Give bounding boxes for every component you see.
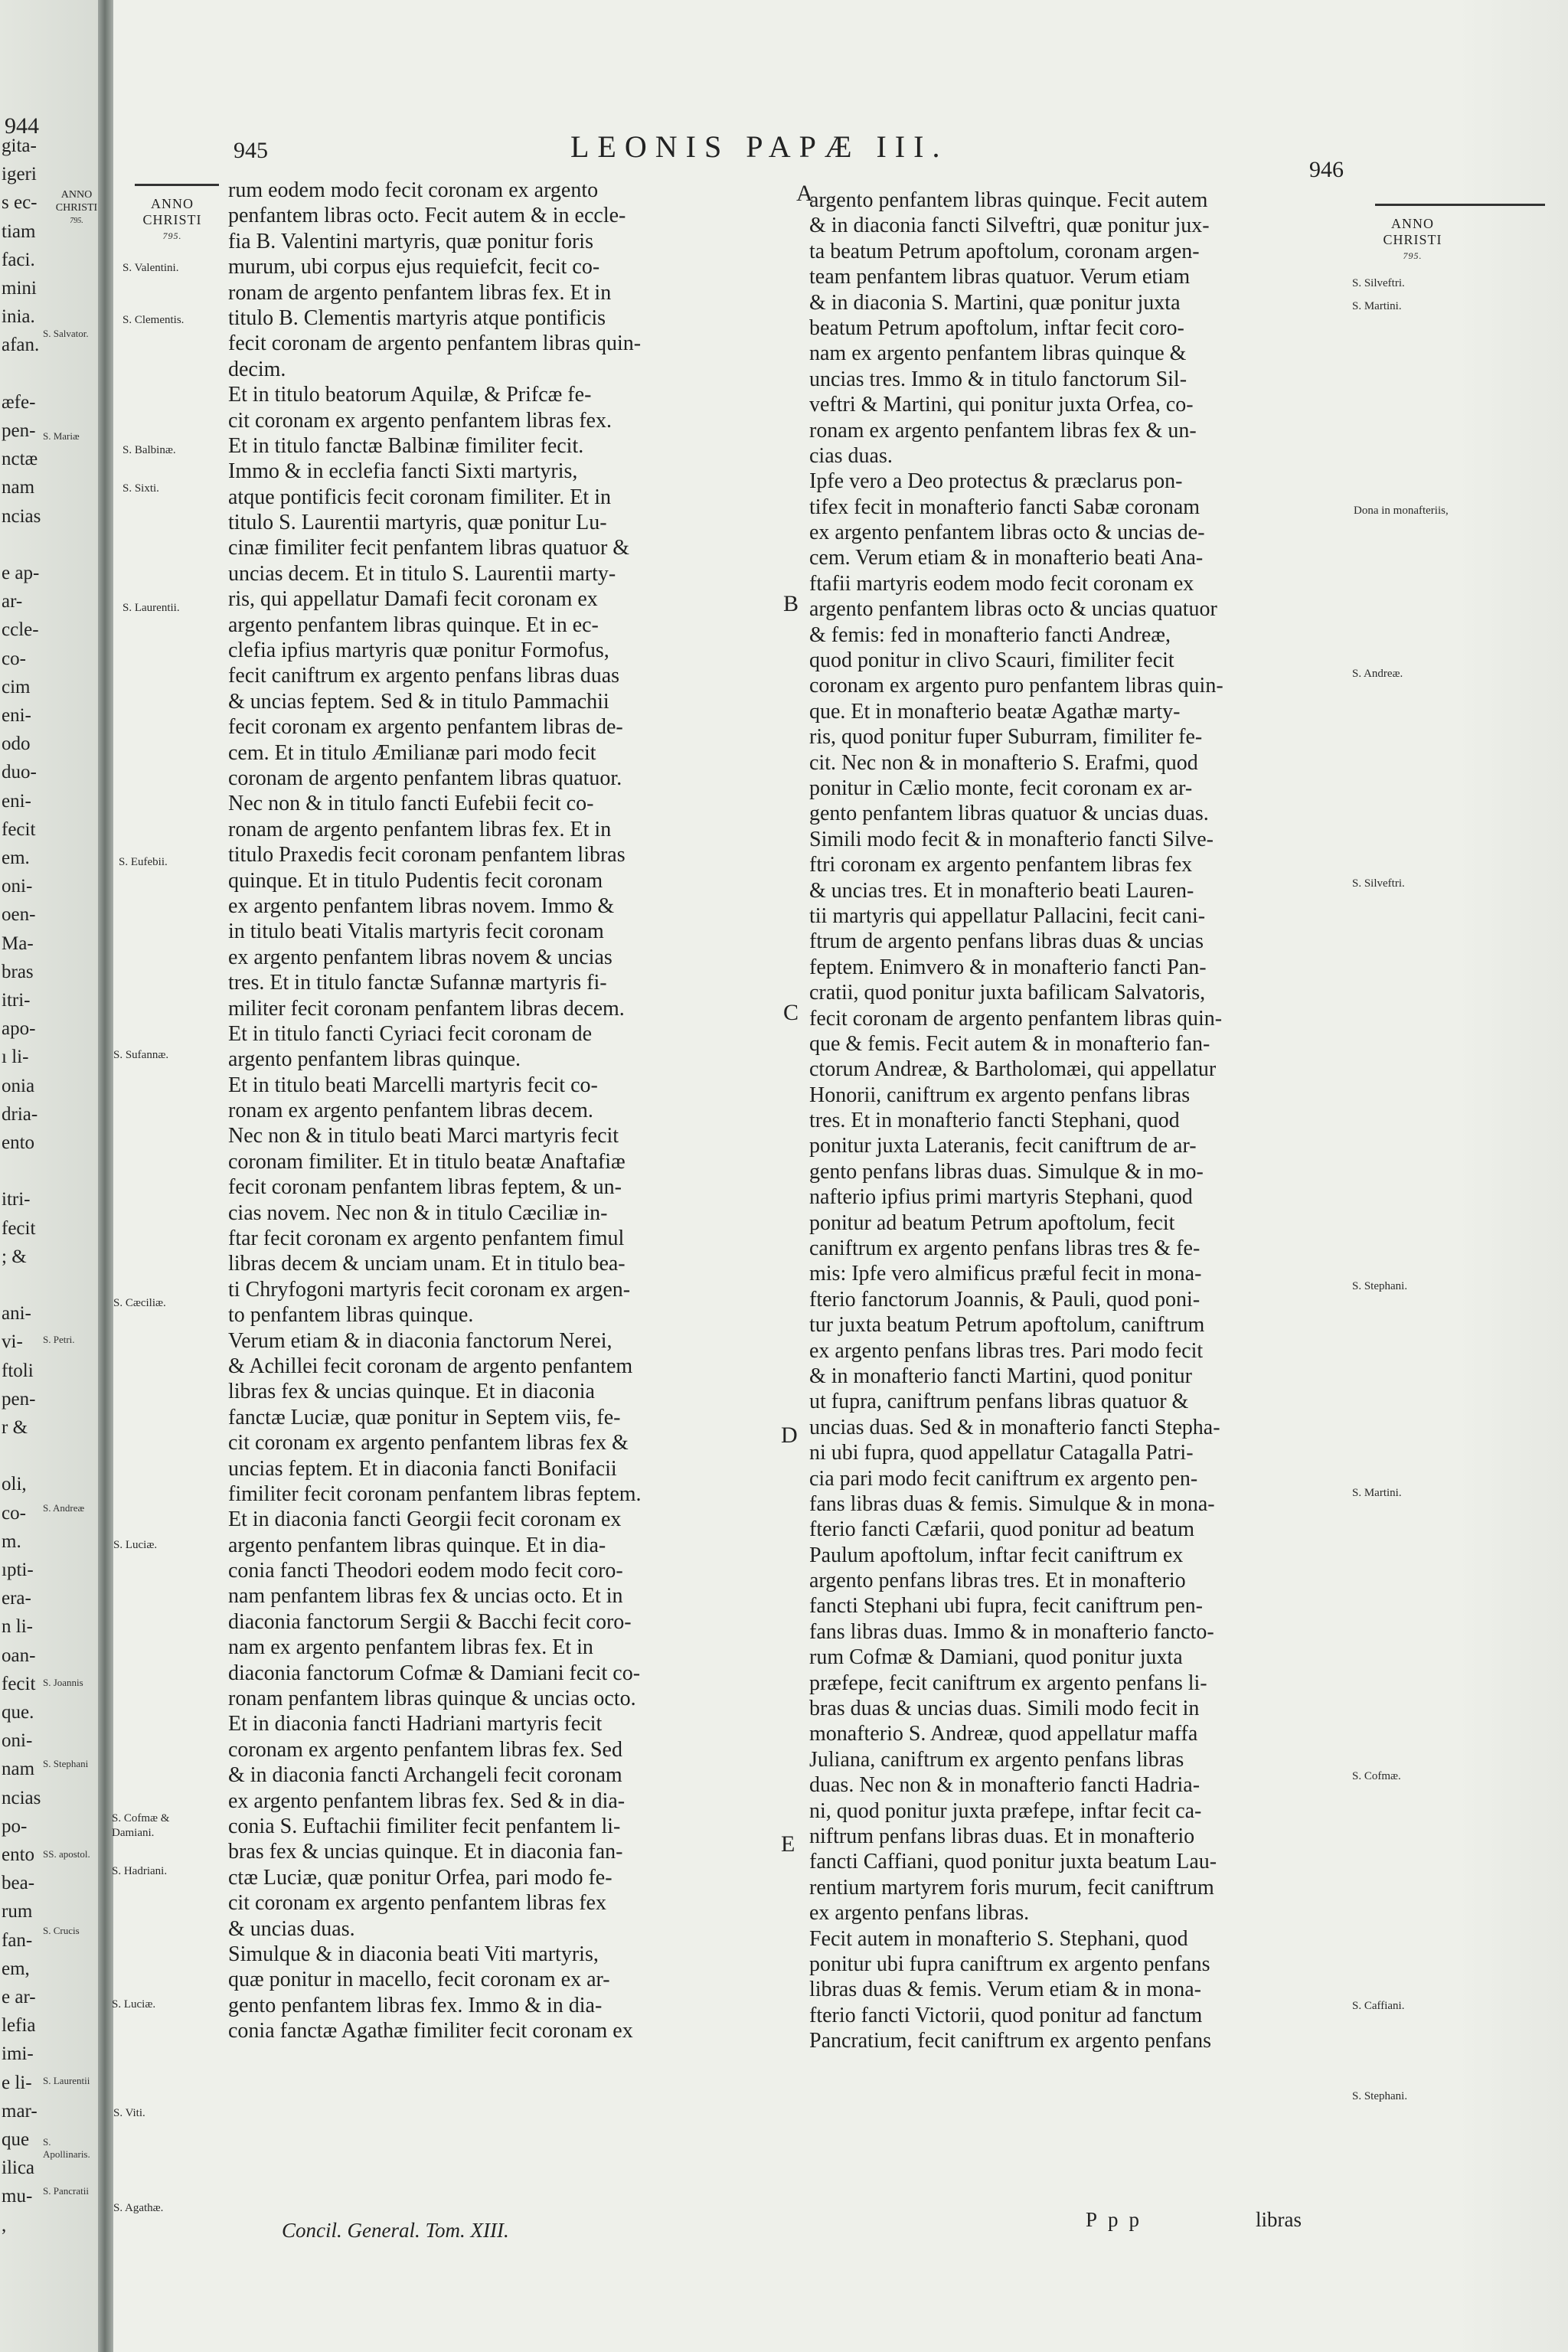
- text-line: Et in titulo beati Marcelli martyris fecit co-: [228, 1073, 598, 1097]
- text-line: ctæ Luciæ, quæ ponitur Orfea, pari modo fe-: [228, 1865, 612, 1890]
- text-line: libras duas & femis. Verum etiam & in mona-: [809, 1978, 1201, 2002]
- gutter-letter-e: E: [781, 1831, 795, 1857]
- text-line: bras fex & uncias quinque. Et in diaconia fan-: [228, 1840, 623, 1864]
- margin-note: S. Agathæ.: [113, 2202, 164, 2214]
- text-line: beatum Petrum apoftolum, inftar fecit coro-: [809, 315, 1184, 340]
- text-line: coronam ex argento penfantem libras fex. Sed: [228, 1737, 622, 1762]
- text-line: Nec non & in titulo fancti Eufebii fecit co-: [228, 792, 594, 816]
- previous-page-fragment: apo-: [2, 1018, 36, 1040]
- text-line: argento penfantem libras quinque. Et in dia-: [228, 1533, 606, 1557]
- text-line: tres. Et in titulo fanctæ Sufannæ martyris fi-: [228, 971, 607, 995]
- text-line: que & femis. Fecit autem & in monafterio fan-: [809, 1031, 1210, 1056]
- previous-page-fragment: lefia: [2, 2015, 36, 2037]
- book-spine: [98, 0, 113, 2352]
- previous-page-fragment: e li-: [2, 2072, 32, 2093]
- text-line: rentium martyrem foris murum, fecit caniftrum: [809, 1875, 1214, 1900]
- previous-page-fragment: æfe-: [2, 391, 36, 413]
- margin-note: S. Laurentii.: [122, 602, 180, 614]
- text-line: Paulum apoftolum, inftar fecit caniftrum ex: [809, 1543, 1184, 1567]
- text-line: & uncias duas.: [228, 1916, 355, 1941]
- previous-page-fragment: duo-: [2, 762, 37, 783]
- text-line: cem. Verum etiam & in monafterio beati Ana-: [809, 546, 1204, 570]
- previous-page-fragment: oni-: [2, 1730, 33, 1752]
- text-line: fans libras duas & femis. Simulque & in mona-: [809, 1491, 1215, 1516]
- previous-page-fragment: n li-: [2, 1616, 33, 1638]
- text-line: Et in diaconia fancti Hadriani martyris fecit: [228, 1712, 603, 1736]
- anno-year: 795.: [1403, 250, 1423, 261]
- text-line: ex argento penfantem libras fex. Sed & in dia-: [228, 1788, 626, 1813]
- text-line: Pancratium, fecit caniftrum ex argento penfans: [809, 2029, 1212, 2053]
- text-line: gento penfantem libras quatuor & uncias duas.: [809, 802, 1209, 826]
- text-line: Immo & in ecclefia fancti Sixti martyris,: [228, 459, 578, 484]
- previous-page-fragment: em.: [2, 848, 30, 868]
- previous-page-fragment: em,: [2, 1958, 30, 1979]
- text-line: Simili modo fecit & in monafterio fancti Silve-: [809, 827, 1214, 851]
- margin-note: S. Luciæ.: [113, 1539, 158, 1551]
- previous-page-fragment: oli,: [2, 1474, 27, 1495]
- previous-page-fragment: nam: [2, 477, 35, 498]
- text-line: ris, quod ponitur fuper Suburram, fimiliter fe-: [809, 725, 1203, 750]
- text-line: uncias tres. Immo & in titulo fanctorum Sil-: [809, 367, 1187, 391]
- previous-page-fragment: igeri: [2, 164, 37, 185]
- text-line: duas. Nec non & in monafterio fancti Hadria-: [809, 1773, 1200, 1798]
- previous-page-fragment: imi-: [2, 2043, 34, 2065]
- left-text-column: [228, 178, 779, 2044]
- previous-page-fragment: itri-: [2, 1189, 31, 1210]
- text-line: Et in diaconia fancti Georgii fecit coronam ex: [228, 1508, 622, 1532]
- margin-note: S. Sixti.: [122, 482, 159, 495]
- previous-page-fragment: po-: [2, 1815, 28, 1837]
- text-line: Honorii, caniftrum ex argento penfans libras: [809, 1083, 1191, 1107]
- text-line: cit coronam ex argento penfantem libras fex &: [228, 1431, 629, 1455]
- text-line: caniftrum ex argento penfans libras tres & fe-: [809, 1236, 1200, 1261]
- previous-page-fragment: e ap-: [2, 563, 40, 583]
- previous-page-fragment: ıpti-: [2, 1560, 34, 1580]
- text-line: & in diaconia fancti Archangeli fecit coronam: [228, 1763, 622, 1788]
- margin-note: S. Balbinæ.: [122, 444, 176, 456]
- previous-page-fragment: nctæ: [2, 449, 38, 470]
- text-line: Fecit autem in monafterio S. Stephani, quod: [809, 1926, 1188, 1951]
- previous-page-margin-note: S. Petri.: [43, 1334, 75, 1345]
- previous-page-fragment: r &: [2, 1417, 28, 1438]
- anno-word: ANNO: [1391, 216, 1434, 231]
- text-line: cratii, quod ponitur juxta bafilicam Salvatoris,: [809, 981, 1206, 1005]
- margin-note: S. Stephani.: [1352, 1280, 1408, 1292]
- text-line: ex argento penfantem libras novem & uncias: [228, 945, 612, 969]
- text-line: team penfantem libras quatuor. Verum etiam: [809, 265, 1191, 289]
- previous-page-margin-note: S. Mariæ: [43, 430, 80, 442]
- text-line: fterio fancti Cæfarii, quod ponitur ad beatum: [809, 1517, 1195, 1542]
- margin-note: S. Hadriani.: [112, 1865, 168, 1877]
- text-line: veftri & Martini, qui ponitur juxta Orfea, co-: [809, 393, 1194, 417]
- text-line: fecit caniftrum ex argento penfans libras duas: [228, 664, 620, 688]
- previous-page-fragment: fecit: [2, 1217, 36, 1239]
- text-line: Simulque & in diaconia beati Viti martyris,: [228, 1942, 599, 1966]
- previous-page-fragment: bras: [2, 961, 34, 982]
- previous-page-fragment: cim: [2, 676, 31, 697]
- text-line: cia pari modo fecit caniftrum ex argento pen-: [809, 1466, 1198, 1491]
- previous-page-fragment: eni-: [2, 705, 31, 726]
- previous-page-fragment: ; &: [2, 1246, 27, 1267]
- previous-page-fragment: m.: [2, 1530, 21, 1552]
- gutter-letter-a: A: [796, 181, 813, 206]
- text-line: ponitur in Cælio monte, fecit coronam ex ar-: [809, 776, 1193, 800]
- previous-page-fragment: ftoli: [2, 1360, 34, 1381]
- text-line: nam penfantem libras fex & uncias octo. Et in: [228, 1584, 623, 1609]
- text-line: fanctæ Luciæ, quæ ponitur in Septem viis, fe-: [228, 1405, 621, 1429]
- previous-page-margin-note: S. Crucis: [43, 1925, 80, 1936]
- text-line: diaconia fanctorum Cofmæ & Damiani fecit co-: [228, 1661, 641, 1685]
- text-line: ponitur ad beatum Petrum apoftolum, fecit: [809, 1210, 1175, 1235]
- previous-page-fragment: ccle-: [2, 619, 39, 641]
- previous-page-fragment: ani-: [2, 1303, 31, 1325]
- text-line: fia B. Valentini martyris, quæ ponitur foris: [228, 229, 593, 253]
- left-margin-rule: [135, 184, 219, 186]
- right-page-number: 946: [1309, 157, 1344, 182]
- text-line: ronam de argento penfantem libras fex. Et in: [228, 280, 612, 305]
- text-line: & in monafterio fancti Martini, quod ponitur: [809, 1364, 1193, 1388]
- previous-page-fragment: dria-: [2, 1103, 38, 1125]
- text-line: atque pontificis fecit coronam fimiliter. Et in: [228, 485, 611, 509]
- previous-page-margin-note: S. Andreæ: [43, 1502, 85, 1514]
- text-line: argento penfantem libras quinque. Et in ec-: [228, 612, 599, 637]
- margin-note: S. Sufannæ.: [113, 1049, 169, 1061]
- text-line: ex argento penfans libras.: [809, 1901, 1030, 1926]
- previous-page-fragment: Ma-: [2, 933, 34, 954]
- text-line: conia S. Euftachii fimiliter fecit penfantem li-: [228, 1815, 621, 1838]
- previous-page-anno: [54, 188, 98, 227]
- previous-page-fragment: gita-: [2, 136, 37, 156]
- text-line: rum Cofmæ & Damiani, quod ponitur juxta: [809, 1645, 1183, 1670]
- previous-page-fragment: fecit: [2, 818, 36, 840]
- margin-note: S. Cæciliæ.: [113, 1297, 166, 1309]
- text-line: penfantem libras octo. Fecit autem & in eccle-: [228, 204, 626, 228]
- text-line: & in diaconia fancti Silveftri, quæ ponitur jux-: [809, 214, 1210, 238]
- text-line: fterio fancti Victorii, quod ponitur ad fanctum: [809, 2003, 1203, 2027]
- text-line: ex argento penfantem libras octo & uncias de-: [809, 521, 1205, 545]
- previous-page-fragment: s ec-: [2, 192, 38, 214]
- text-line: rum eodem modo fecit coronam ex argento: [228, 178, 599, 202]
- christi-word: CHRISTI: [55, 202, 98, 214]
- text-line: ni, quod ponitur juxta præfepe, inftar fecit ca-: [809, 1798, 1202, 1823]
- text-line: Et in titulo beatorum Aquilæ, & Prifcæ fe-: [228, 383, 592, 407]
- text-line: & femis: fed in monafterio fancti Andreæ,: [809, 622, 1171, 647]
- previous-page-fragment: tiam: [2, 220, 36, 242]
- text-line: & in diaconia S. Martini, quæ ponitur juxta: [809, 290, 1181, 315]
- text-line: gento penfantem libras fex. Immo & in dia-: [228, 1993, 603, 2017]
- text-line: uncias feptem. Et in diaconia fancti Bonifacii: [228, 1456, 617, 1481]
- text-line: titulo S. Laurentii martyris, quæ ponitur Lu-: [228, 511, 607, 535]
- previous-page-fragment: ncias: [2, 505, 41, 527]
- text-line: ut fupra, caniftrum penfans libras quatuor &: [809, 1390, 1189, 1414]
- previous-page-fragment: oan-: [2, 1645, 36, 1666]
- previous-page-fragment: oen-: [2, 904, 36, 926]
- previous-page-margin-note: S. Salvator.: [43, 328, 89, 339]
- text-line: feptem. Enimvero & in monafterio fancti Pan-: [809, 955, 1207, 979]
- text-line: fancti Stephani ubi fupra, fecit caniftrum pen-: [809, 1594, 1203, 1619]
- previous-page-fragment: ar-: [2, 591, 23, 612]
- catchword: libras: [1256, 2208, 1302, 2231]
- text-line: Et in titulo fanctæ Balbinæ fimiliter fecit.: [228, 433, 584, 458]
- previous-page-number: 944: [5, 113, 39, 139]
- running-title: LEONIS PAPÆ III.: [570, 129, 949, 164]
- margin-note: S. Caffiani.: [1352, 2000, 1405, 2012]
- text-line: libras decem & unciam unam. Et in titulo bea-: [228, 1252, 626, 1276]
- previous-page-fragment: ncias: [2, 1787, 41, 1808]
- margin-note: S. Cofmæ & Damiani.: [112, 1812, 170, 1839]
- text-line: argento penfantem libras quinque.: [228, 1047, 521, 1072]
- left-anno-christi: [130, 196, 214, 244]
- text-line: tur juxta beatum Petrum apoftolum, caniftrum: [809, 1313, 1205, 1338]
- text-line: coronam fimiliter. Et in titulo beatæ Anaftafiæ: [228, 1149, 626, 1174]
- text-line: cias duas.: [809, 443, 893, 468]
- text-line: fimiliter fecit coronam penfantem libras feptem.: [228, 1481, 642, 1506]
- text-line: uncias duas. Sed & in monafterio fancti Stepha-: [809, 1415, 1220, 1439]
- previous-page-fragment: fan-: [2, 1929, 33, 1951]
- margin-note: S. Viti.: [113, 2107, 145, 2119]
- previous-page-fragment: era-: [2, 1588, 31, 1609]
- text-line: ti Chryfogoni martyris fecit coronam ex argen-: [228, 1277, 631, 1302]
- text-line: coronam ex argento puro penfantem libras quin-: [809, 674, 1223, 698]
- text-line: murum, ubi corpus ejus requiefcit, fecit co-: [228, 255, 600, 279]
- text-line: decim.: [228, 357, 286, 381]
- gutter-letter-b: B: [783, 591, 799, 616]
- text-line: ronam ex argento penfantem libras fex & un-: [809, 418, 1197, 443]
- right-anno-christi: [1370, 216, 1455, 264]
- margin-note: S. Martini.: [1352, 300, 1402, 312]
- previous-page-fragment: eni-: [2, 790, 31, 812]
- text-line: nafterio ipfius primi martyris Stephani, quod: [809, 1185, 1193, 1210]
- text-line: ronam ex argento penfantem libras decem.: [228, 1099, 593, 1123]
- text-line: in titulo beati Vitalis martyris fecit coronam: [228, 920, 604, 944]
- text-line: militer fecit coronam penfantem libras decem.: [228, 996, 625, 1021]
- text-line: Verum etiam & in diaconia fanctorum Nerei,: [228, 1328, 612, 1353]
- previous-page-fragment: odo: [2, 733, 31, 755]
- text-line: libras fex & uncias quinque. Et in diaconia: [228, 1380, 595, 1404]
- text-line: ex argento penfans libras tres. Pari modo fecit: [809, 1338, 1204, 1363]
- previous-page-fragment: vi-: [2, 1331, 23, 1353]
- text-line: ta beatum Petrum apoftolum, coronam argen-: [809, 239, 1200, 263]
- footer-volume-reference: Concil. General. Tom. XIII.: [282, 2219, 509, 2242]
- right-text-column: [809, 188, 1350, 2054]
- previous-page-fragment: onia: [2, 1075, 35, 1096]
- previous-page-fragment: bea-: [2, 1873, 35, 1894]
- text-line: argento penfans libras tres. Et in monafterio: [809, 1569, 1186, 1593]
- text-line: ni ubi fupra, quod appellatur Catagalla Patri-: [809, 1441, 1194, 1465]
- text-line: tifex fecit in monafterio fancti Sabæ coronam: [809, 495, 1200, 519]
- anno-word: ANNO: [151, 196, 194, 211]
- margin-note: S. Valentini.: [122, 262, 179, 274]
- text-line: Juliana, caniftrum ex argento penfans libras: [809, 1747, 1184, 1772]
- previous-page-fragment: rum: [2, 1901, 33, 1922]
- text-line: gento penfans libras duas. Simulque & in mo-: [809, 1159, 1204, 1184]
- margin-note: S. Cofmæ.: [1352, 1770, 1401, 1782]
- text-line: ftri coronam ex argento penfantem libras fex: [809, 853, 1193, 877]
- text-line: monafterio S. Andreæ, quod appellatur maffa: [809, 1722, 1198, 1746]
- previous-page-fragment: pen-: [2, 1388, 36, 1410]
- text-line: Ipfe vero a Deo protectus & præclarus pon-: [809, 469, 1183, 494]
- text-line: cem. Et in titulo Æmilianæ pari modo fecit: [228, 740, 596, 765]
- anno-year: 795.: [162, 230, 182, 241]
- text-line: argento penfantem libras octo & uncias quatuor: [809, 597, 1217, 622]
- previous-page-fragment: co-: [2, 1502, 26, 1524]
- text-line: præfepe, fecit caniftrum ex argento penfans li-: [809, 1671, 1207, 1695]
- text-line: quæ ponitur in macello, fecit coronam ex ar-: [228, 1968, 610, 1992]
- margin-note: S. Eufebii.: [119, 856, 168, 868]
- text-line: conia fanctæ Agathæ fimiliter fecit coronam ex: [228, 2019, 633, 2043]
- gutter-letter-d: D: [781, 1423, 798, 1448]
- text-line: fecit coronam ex argento penfantem libras de-: [228, 715, 623, 740]
- text-line: titulo Praxedis fecit coronam penfantem libras: [228, 843, 626, 867]
- previous-page-fragment: nam: [2, 1759, 35, 1780]
- previous-page-fragment: ilica: [2, 2158, 35, 2179]
- text-line: fecit coronam penfantem libras feptem, & un-: [228, 1175, 622, 1200]
- text-line: ris, qui appellatur Damafi fecit coronam ex: [228, 587, 598, 612]
- text-line: cit. Nec non & in monafterio S. Erafmi, quod: [809, 750, 1198, 775]
- text-line: tres. Et in monafterio fancti Stephani, quod: [809, 1109, 1180, 1133]
- text-line: ronam de argento penfantem libras fex. Et in: [228, 817, 612, 841]
- text-line: cias novem. Nec non & in titulo Cæciliæ in-: [228, 1200, 608, 1225]
- previous-page-margin-note: SS. apostol.: [43, 1848, 90, 1860]
- text-line: fecit coronam de argento penfantem libras quin-: [809, 1006, 1223, 1031]
- text-line: ftar fecit coronam ex argento penfantem fimul: [228, 1227, 625, 1251]
- text-line: & Achillei fecit coronam de argento penfantem: [228, 1354, 633, 1378]
- text-line: ronam penfantem libras quinque & uncias octo.: [228, 1687, 636, 1711]
- text-line: que. Et in monafterio beatæ Agathæ marty-: [809, 699, 1181, 724]
- previous-page-fragment: inia.: [2, 306, 35, 328]
- previous-page-fragment: itri-: [2, 990, 31, 1011]
- previous-page-fragment: afan.: [2, 335, 40, 356]
- previous-page-margin-note: S. Stephani: [43, 1758, 89, 1769]
- previous-page-fragment: mini: [2, 278, 37, 299]
- previous-page-margin-note: S. Joannis: [43, 1677, 83, 1688]
- text-line: cinæ fimiliter fecit penfantem libras quatuor &: [228, 536, 630, 560]
- text-line: & uncias feptem. Sed & in titulo Pammachii: [228, 689, 609, 714]
- margin-note: S. Silveftri.: [1352, 277, 1405, 289]
- text-line: cit coronam ex argento penfantem libras fex: [228, 1891, 606, 1916]
- text-line: diaconia fanctorum Sergii & Bacchi fecit coro-: [228, 1609, 632, 1634]
- previous-page-fragment: oni-: [2, 876, 33, 897]
- text-line: bras duas & uncias duas. Simili modo fecit in: [809, 1697, 1200, 1721]
- text-line: cit coronam ex argento penfantem libras fex.: [228, 408, 612, 433]
- margin-note: S. Martini.: [1352, 1487, 1402, 1499]
- margin-note: S. Silveftri.: [1352, 877, 1405, 890]
- text-line: Nec non & in titulo beati Marci martyris fecit: [228, 1124, 619, 1148]
- previous-page-fragment: ento: [2, 1132, 35, 1153]
- christi-word: CHRISTI: [1383, 232, 1442, 247]
- margin-note: S. Clementis.: [122, 314, 185, 326]
- text-line: conia fancti Theodori eodem modo fecit coro-: [228, 1559, 623, 1583]
- text-line: argento penfantem libras quinque. Fecit autem: [809, 188, 1208, 212]
- previous-page-fragment: que.: [2, 1702, 34, 1723]
- margin-note: S. Andreæ.: [1352, 668, 1403, 680]
- christi-word: CHRISTI: [142, 212, 202, 227]
- text-line: mis: Ipfe vero almificus præful fecit in mona-: [809, 1262, 1202, 1286]
- previous-page-margin-note: S. Laurentii: [43, 2075, 90, 2086]
- previous-page-fragment: pen-: [2, 420, 36, 441]
- text-line: tii martyris qui appellatur Pallacini, fecit cani-: [809, 903, 1206, 928]
- text-line: nam ex argento penfantem libras fex. Et in: [228, 1635, 593, 1660]
- right-margin-rule: [1375, 204, 1545, 206]
- text-line: fterio fanctorum Joannis, & Pauli, quod poni-: [809, 1287, 1200, 1312]
- previous-page-fragment: co-: [2, 648, 26, 669]
- text-line: titulo B. Clementis martyris atque pontificis: [228, 305, 606, 330]
- previous-page-fragment: ,: [2, 2214, 7, 2236]
- margin-note: S. Luciæ.: [112, 1998, 156, 2011]
- previous-page-margin-note: S. Apollinaris.: [43, 2136, 90, 2160]
- text-line: uncias decem. Et in titulo S. Laurentii marty-: [228, 561, 616, 586]
- previous-page-fragment: e ar-: [2, 1987, 36, 2007]
- text-line: quinque. Et in titulo Pudentis fecit coronam: [228, 868, 603, 893]
- text-line: nam ex argento penfantem libras quinque &: [809, 341, 1187, 366]
- text-line: niftrum penfans libras duas. Et in monafterio: [809, 1824, 1195, 1848]
- text-line: quod ponitur in clivo Scauri, fimiliter fecit: [809, 648, 1174, 673]
- gutter-letter-c: C: [783, 1000, 799, 1025]
- text-line: ftrum de argento penfans libras duas & uncias: [809, 929, 1204, 954]
- previous-page-fragment: mar-: [2, 2100, 38, 2122]
- previous-page-edge: [0, 0, 98, 2352]
- anno-word: ANNO: [60, 189, 93, 201]
- text-line: fecit coronam de argento penfantem libras quin-: [228, 332, 642, 356]
- previous-page-fragment: mu-: [2, 2186, 33, 2207]
- margin-note: Dona in monafteriis,: [1354, 505, 1449, 517]
- text-line: ctorum Andreæ, & Bartholomæi, qui appellatur: [809, 1057, 1217, 1082]
- previous-page-fragment: fecit: [2, 1673, 36, 1694]
- margin-note: S. Stephani.: [1352, 2090, 1408, 2102]
- previous-page-fragment: ento: [2, 1844, 35, 1865]
- previous-page-fragment: faci.: [2, 249, 35, 270]
- text-line: to penfantem libras quinque.: [228, 1303, 474, 1328]
- text-line: fancti Caffiani, quod ponitur juxta beatum Lau-: [809, 1850, 1217, 1874]
- previous-page-fragment: ı li-: [2, 1047, 29, 1068]
- text-line: ponitur ubi fupra caniftrum ex argento penfans: [809, 1952, 1210, 1976]
- text-line: ex argento penfantem libras novem. Immo &: [228, 893, 615, 918]
- signature-mark: Ppp: [1086, 2208, 1151, 2231]
- text-line: coronam de argento penfantem libras quatuor.: [228, 766, 622, 790]
- left-page-number: 945: [234, 138, 268, 163]
- anno-year: 795.: [70, 217, 83, 225]
- text-line: ponitur juxta Lateranis, fecit caniftrum de ar-: [809, 1134, 1197, 1158]
- text-line: Et in titulo fancti Cyriaci fecit coronam de: [228, 1021, 593, 1046]
- text-line: & uncias tres. Et in monafterio beati Lauren-: [809, 878, 1194, 903]
- previous-page-fragment: que: [2, 2129, 30, 2150]
- text-line: ftafii martyris eodem modo fecit coronam ex: [809, 571, 1194, 596]
- text-line: clefia ipfius martyris quæ ponitur Formofus,: [228, 639, 609, 663]
- previous-page-margin-note: S. Pancratii: [43, 2185, 89, 2197]
- text-line: fans libras duas. Immo & in monafterio fancto-: [809, 1619, 1214, 1644]
